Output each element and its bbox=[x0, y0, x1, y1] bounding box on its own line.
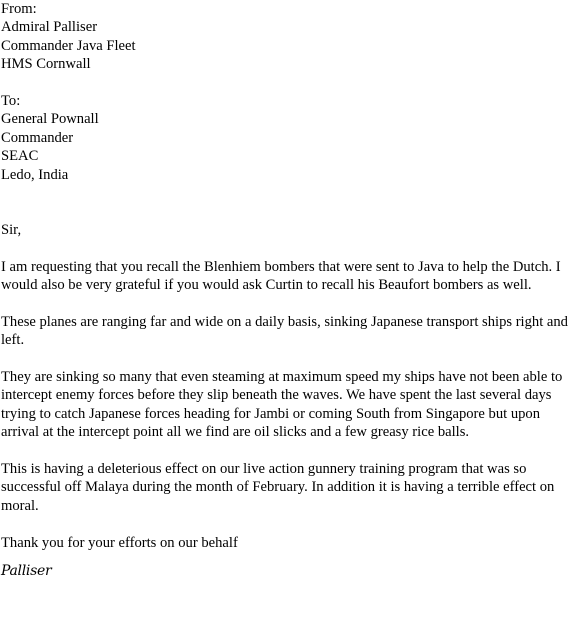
body-paragraph-4: This is having a deleterious effect on our live action gunnery training program that was so successful off Malaya during the month of February. In addition it is having a terrible effect on moral. bbox=[1, 461, 555, 514]
signature: Palliser bbox=[1, 563, 52, 580]
closing-line: Thank you for your efforts on our behalf bbox=[1, 534, 238, 551]
from-name: Admiral Palliser bbox=[1, 19, 98, 36]
from-title: Commander Java Fleet bbox=[1, 37, 136, 54]
to-block bbox=[1, 92, 575, 184]
from-ship: HMS Cornwall bbox=[1, 56, 91, 73]
to-location: Ledo, India bbox=[1, 166, 69, 183]
letter-document bbox=[1, 0, 575, 580]
to-command: SEAC bbox=[1, 148, 39, 165]
body-paragraph-1: I am requesting that you recall the Blenhiem bombers that were sent to Java to help the Dutch. I would also be very grateful if you would ask Curtin to recall his Beaufort bombers as well. bbox=[1, 258, 561, 294]
to-name: General Pownall bbox=[1, 111, 99, 128]
to-title: Commander bbox=[1, 129, 74, 146]
from-label: From: bbox=[1, 1, 37, 17]
body-paragraph-3: They are sinking so many that even steaming at maximum speed my ships have not been able to intercept enemy forces before they slip beneath the waves. We have spent the last several days trying to catch Japanese forces heading for Jambi or coming South from Singapore but upon arrival at the intercept point all we find are oil slicks and a few greasy rice balls. bbox=[1, 369, 563, 441]
to-label: To: bbox=[1, 93, 21, 110]
body-paragraph-2: These planes are ranging far and wide on a daily basis, sinking Japanese transport ships right and left. bbox=[1, 313, 568, 349]
from-block bbox=[1, 0, 575, 74]
salutation: Sir, bbox=[1, 221, 22, 238]
